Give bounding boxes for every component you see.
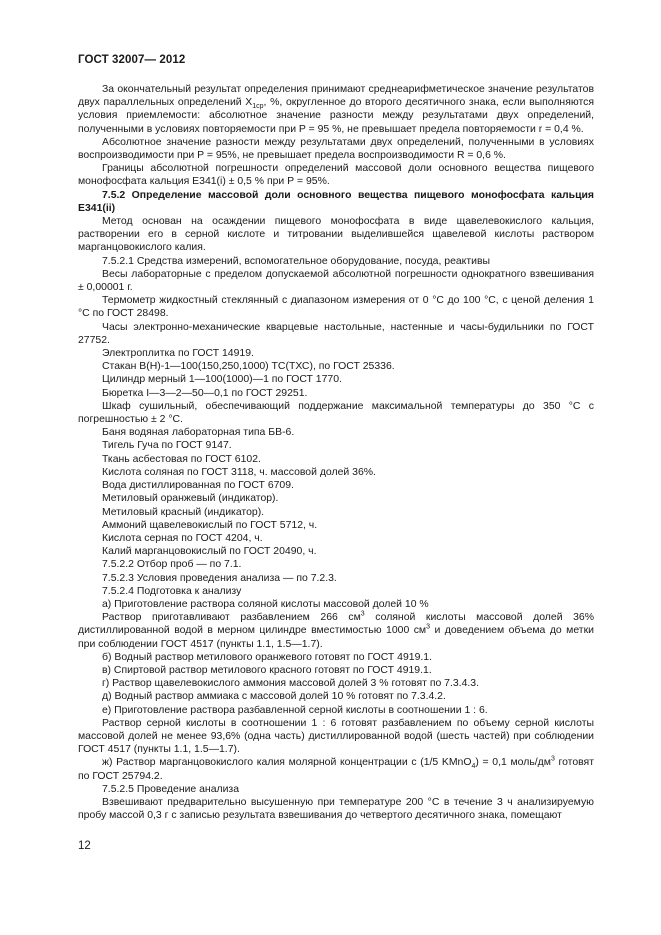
item-e: е) Приготовление раствора разбавленной серной кислоты в соотношении 1 : 6. bbox=[102, 704, 488, 716]
paragraph-reproducibility: Абсолютное значение разности между результатами двух определений, полученными в условиях воспроизводимости при P = 95%, не превышает предела воспроизводимости R = 0,6 %. bbox=[78, 136, 594, 162]
document-header: ГОСТ 32007— 2012 bbox=[78, 54, 186, 66]
list-item: Электроплитка по ГОСТ 14919. bbox=[102, 348, 254, 360]
list-item: Бюретка I—3—2—50—0,1 по ГОСТ 29251. bbox=[102, 387, 308, 399]
subsection-7-5-2-2: 7.5.2.2 Отбор проб — по 7.1. bbox=[102, 559, 242, 571]
paragraph-sulfuric-acid: Раствор серной кислоты в соотношении 1 : 6 готовят разбавлением по объему серной кислоты массовой долей не менее 93,6% (одна часть) дистиллированной водой (шесть частей) при соблюдении ГОСТ 4517 (пункты 1.1, 1.5—1.7). bbox=[78, 717, 594, 756]
list-item: Баня водяная лабораторная типа БВ-6. bbox=[102, 427, 295, 439]
list-item: Вода дистиллированная по ГОСТ 6709. bbox=[102, 480, 294, 492]
subsection-7-5-2-3: 7.5.2.3 Условия проведения анализа — по 7.2.3. bbox=[102, 572, 337, 584]
item-zh: ж) Раствор марганцовокислого калия молярной концентрации с (1/5 KMnO$_4$) = 0,1 моль/$дм^3$ готовят по ГОСТ 25794.2. bbox=[78, 755, 594, 782]
list-item: Кислота серная по ГОСТ 4204, ч. bbox=[102, 532, 263, 544]
list-item: Шкаф сушильный, обеспечивающий поддержание максимальной температуры до 350 °С с погрешностью ± 2 °С. bbox=[78, 400, 594, 426]
item-d: д) Водный раствор аммиака с массовой долей 10 % готовят по 7.3.4.2. bbox=[102, 691, 446, 703]
list-item: Ткань асбестовая по ГОСТ 6102. bbox=[102, 453, 261, 465]
list-item: Тигель Гуча по ГОСТ 9147. bbox=[102, 440, 232, 452]
subsection-7-5-2-5: 7.5.2.5 Проведение анализа bbox=[102, 783, 240, 795]
list-item: Калий марганцовокислый по ГОСТ 20490, ч. bbox=[102, 546, 317, 558]
list-item: Метиловый оранжевый (индикатор). bbox=[102, 493, 279, 505]
list-item: Кислота соляная по ГОСТ 3118, ч. массовой долей 36%. bbox=[102, 466, 376, 478]
list-item: Часы электронно-механические кварцевые настольные, настенные и часы-будильники по ГОСТ 27752. bbox=[78, 321, 594, 346]
list-item: Весы лабораторные с пределом допускаемой абсолютной погрешности однократного взвешивания ± 0,00001 г. bbox=[78, 268, 594, 294]
list-item: Цилиндр мерный 1—100(1000)—1 по ГОСТ 1770. bbox=[102, 374, 342, 386]
list-item: Аммоний щавелевокислый по ГОСТ 5712, ч. bbox=[102, 519, 318, 531]
section-heading-7-5-2: 7.5.2 Определение массовой доли основного вещества пищевого монофосфата кальция Е341(ii) bbox=[78, 189, 594, 214]
subsection-7-5-2-1: 7.5.2.1 Средства измерений, вспомогательное оборудование, посуда, реактивы bbox=[102, 255, 491, 267]
paragraph-hcl-solution: Раствор приготавливают разбавлением 266 $см^3$ соляной кислоты массовой долей 36% дистиллированной водой в мерном цилиндре вместимостью 1000 $см^3$ и доведением объема до метки при соблюдении ГОСТ 4517 (пункты 1.1, 1.5—1.7). bbox=[78, 610, 594, 650]
item-g: г) Раствор щавелевокислого аммония массовой долей 3 % готовят по 7.3.4.3. bbox=[102, 678, 479, 690]
list-item: Термометр жидкостный стеклянный с диапазоном измерения от 0 °С до 100 °С, с ценой деления 1 °С по ГОСТ 28498. bbox=[78, 295, 594, 320]
paragraph-procedure: Взвешивают предварительно высушенную при температуре 200 °С в течение 3 ч анализируемую пробу массой 0,3 г с записью результата взвешивания до четвертого десятичного знака, помещают bbox=[78, 796, 594, 822]
paragraph-error-limits: Границы абсолютной погрешности определений массовой доли основного вещества пищевого монофосфата кальция Е341(i) ± 0,5 % при Р = 95%. bbox=[78, 163, 594, 188]
paragraph-final-result: За окончательный результат определения принимают среднеарифметическое значение результатов двух параллельных определений $X_{1ср}$, %, округленное до второго десятичного знака, если выполняются условия приемлемости: абсолютное значение разности между результатами двух определений, полученными в условиях повторяемости при P = 95 %, не превышает предела повторяемости r = 0,4 %. bbox=[78, 84, 594, 135]
item-b: б) Водный раствор метилового оранжевого готовят по ГОСТ 4919.1. bbox=[102, 651, 432, 663]
paragraph-method: Метод основан на осаждении пищевого монофосфата в виде щавелевокислого кальция, растворении его в серной кислоте и титровании выделившейся щавелевой кислоты раствором марганцовокислого калия. bbox=[78, 216, 594, 254]
list-item: Стакан В(Н)-1—100(150,250,1000) ТС(ТХС), по ГОСТ 25336. bbox=[102, 361, 395, 373]
item-v: в) Спиртовой раствор метилового красного готовят по ГОСТ 4919.1. bbox=[102, 664, 432, 676]
subsection-7-5-2-4: 7.5.2.4 Подготовка к анализу bbox=[102, 585, 242, 597]
item-a: а) Приготовление раствора соляной кислоты массовой долей 10 % bbox=[102, 598, 429, 610]
page-number: 12 bbox=[78, 840, 91, 852]
document-body bbox=[78, 83, 594, 822]
list-item: Метиловый красный (индикатор). bbox=[102, 506, 265, 518]
